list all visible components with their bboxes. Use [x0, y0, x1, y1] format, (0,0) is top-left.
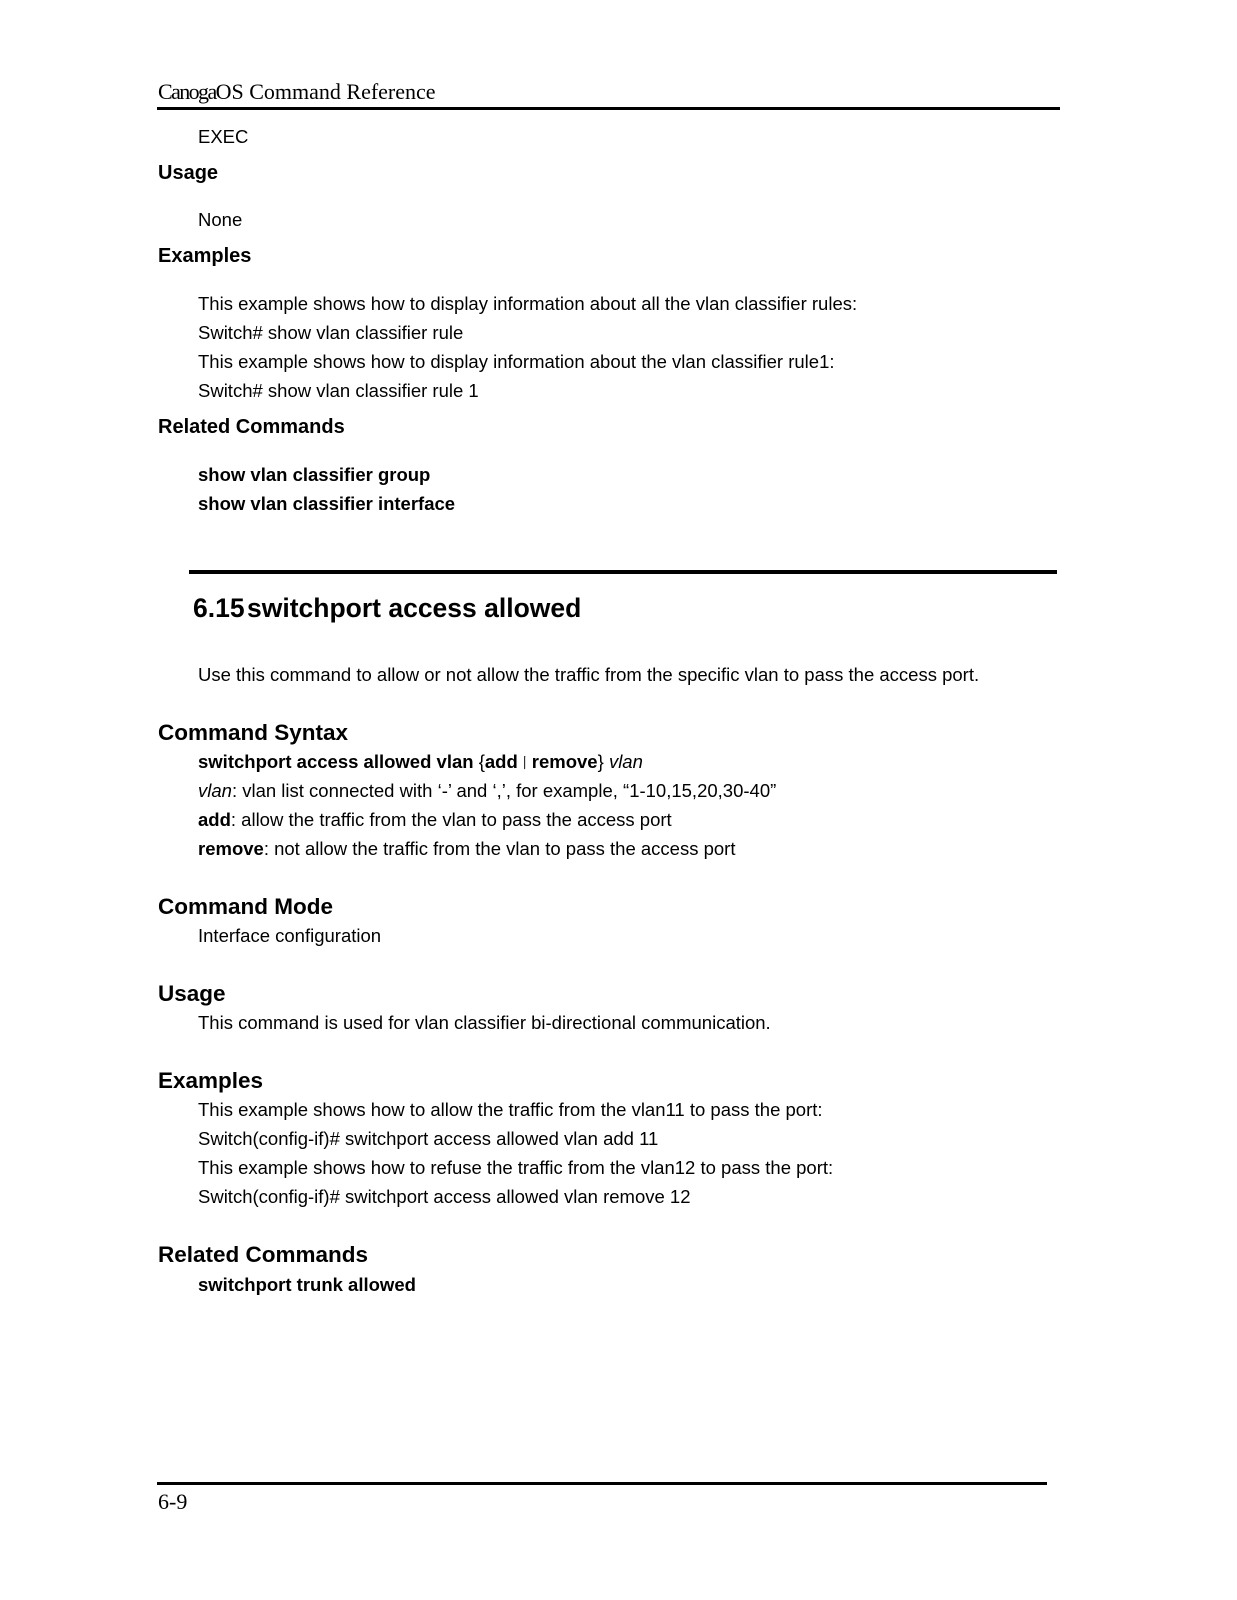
param-term: remove — [198, 838, 264, 859]
syntax-separator: 丨 — [517, 756, 532, 772]
syntax-command: switchport access allowed vlan — [198, 751, 474, 772]
param-term: add — [198, 809, 231, 830]
section-description: Use this command to allow or not allow the traffic from the specific vlan to pass the access port. — [198, 664, 980, 685]
section-usage-heading: Usage — [158, 981, 226, 1006]
syntax-brace-close: } — [597, 751, 609, 772]
param-desc: : allow the traffic from the vlan to pass the access port — [230, 809, 672, 830]
section-examples-heading: Examples — [158, 1068, 264, 1093]
section-rule — [189, 570, 1057, 574]
related-command: show vlan classifier group — [198, 464, 431, 485]
section-related-command: switchport trunk allowed — [198, 1274, 416, 1295]
syntax-line — [198, 751, 643, 775]
mode-value: EXEC — [198, 126, 249, 147]
page-number: 6-9 — [158, 1489, 188, 1514]
param-desc: : not allow the traffic from the vlan to pass the access port — [263, 838, 736, 859]
mode-heading: Command Mode — [158, 894, 334, 919]
section-example-line: This example shows how to allow the traffic from the vlan11 to pass the port: — [198, 1099, 823, 1120]
section-number: 6.15 — [193, 593, 245, 623]
example-line: This example shows how to display information about all the vlan classifier rules: — [198, 293, 858, 314]
usage-heading: Usage — [158, 162, 219, 184]
example-line: This example shows how to display information about the vlan classifier rule1: — [198, 351, 835, 372]
related-command: show vlan classifier interface — [198, 493, 456, 514]
section-example-line: Switch(config-if)# switchport access allowed vlan remove 12 — [198, 1186, 691, 1207]
related-heading: Related Commands — [158, 416, 345, 438]
syntax-argument: vlan — [608, 751, 643, 772]
section-name: switchport access allowed — [247, 593, 582, 623]
param-desc: : vlan list connected with ‘-’ and ‘,’, for example, “1-10,15,20,30-40” — [231, 780, 777, 801]
mode-text: Interface configuration — [198, 925, 382, 946]
example-line: Switch# show vlan classifier rule 1 — [198, 380, 479, 401]
section-related-heading: Related Commands — [158, 1242, 369, 1267]
header-brand: Canoga — [158, 79, 216, 104]
section-usage-text: This command is used for vlan classifier bi-directional communication. — [198, 1012, 771, 1033]
param-line — [198, 838, 735, 860]
syntax-option-remove: remove — [531, 751, 598, 772]
syntax-brace-open: { — [473, 751, 485, 772]
footer-rule — [157, 1482, 1047, 1485]
param-line — [198, 780, 776, 802]
usage-text: None — [198, 209, 243, 230]
header-rule — [157, 107, 1060, 110]
param-line — [198, 809, 672, 831]
header-title: OS Command Reference — [215, 79, 436, 104]
syntax-option-add: add — [484, 751, 518, 772]
section-example-line: This example shows how to refuse the traffic from the vlan12 to pass the port: — [198, 1157, 834, 1178]
param-term: vlan — [198, 780, 232, 801]
section-example-line: Switch(config-if)# switchport access allowed vlan add 11 — [198, 1128, 659, 1149]
example-line: Switch# show vlan classifier rule — [198, 322, 464, 343]
examples-heading: Examples — [158, 245, 252, 267]
section-title — [193, 592, 581, 624]
running-header — [158, 79, 436, 105]
syntax-heading: Command Syntax — [158, 720, 349, 745]
